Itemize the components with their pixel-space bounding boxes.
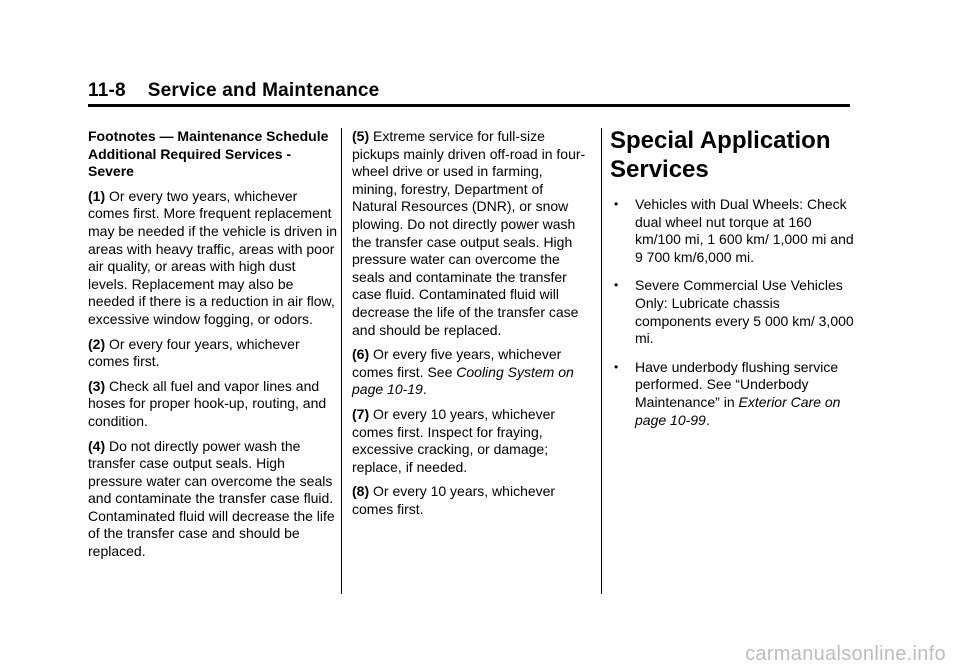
footnote-label: (2) bbox=[88, 335, 106, 352]
footnote-text: Or every five years, whichever comes first. See bbox=[352, 346, 562, 380]
footnote-text: Or every four years, whichever comes first. bbox=[88, 335, 300, 370]
bullet-text: Vehicles with Dual Wheels: Check dual wheel nut torque at 160 km/100 mi, 1 600 km/ 1,000 mi and 9 700 km/6,000 mi. bbox=[635, 196, 854, 265]
footnote-label: (6) bbox=[352, 346, 370, 363]
footnote-8 bbox=[352, 483, 590, 518]
bullet-text: Have underbody flushing service performed. See “Underbody Maintenance” in bbox=[635, 358, 839, 410]
footnote-text: Or every 10 years, whichever comes first. Inspect for fraying, excessive cracking, or damage; replace, if needed. bbox=[352, 405, 556, 475]
bullet-icon: • bbox=[614, 278, 619, 293]
bullet-item bbox=[610, 196, 858, 266]
bullet-icon: • bbox=[614, 359, 619, 374]
bullet-item bbox=[610, 277, 858, 347]
footnote-7 bbox=[352, 406, 590, 476]
bullet-icon: • bbox=[614, 197, 619, 211]
section-title: Service and Maintenance bbox=[147, 80, 380, 101]
footnote-text: Do not directly power wash the transfer case output seals. High pressure water can overcome the seals and contaminate the transfer case fluid. Contaminated fluid will decrease the life of the transfer case and should be replaced. bbox=[88, 437, 335, 560]
footnote-label: (1) bbox=[88, 187, 106, 204]
footnote-label: (5) bbox=[352, 128, 370, 144]
watermark: carmanualsonline.info bbox=[745, 643, 946, 665]
footnote-6 bbox=[352, 346, 590, 399]
footnote-4 bbox=[88, 438, 338, 561]
footnote-1 bbox=[88, 188, 338, 329]
header-rule bbox=[88, 104, 850, 107]
footnote-5 bbox=[352, 128, 590, 339]
footnote-text: Check all fuel and vapor lines and hoses for proper hook-up, routing, and condition. bbox=[88, 377, 327, 429]
cross-reference-link[interactable]: Cooling System on page 10-19 bbox=[352, 363, 574, 398]
footnote-label: (3) bbox=[88, 377, 106, 394]
footnote-end: . bbox=[422, 381, 427, 398]
footnote-text: Or every 10 years, whichever comes first. bbox=[352, 483, 556, 517]
bullet-text: Severe Commercial Use Vehicles Only: Lubricate chassis components every 5 000 km/ 3,000 mi. bbox=[635, 277, 854, 347]
column-1 bbox=[88, 128, 338, 568]
footnote-2 bbox=[88, 336, 338, 371]
footnote-label: (7) bbox=[352, 405, 370, 422]
bullet-item bbox=[610, 359, 858, 429]
page-number: 11-8 bbox=[88, 80, 126, 101]
footnote-label: (8) bbox=[352, 483, 370, 500]
cross-reference-link[interactable]: Exterior Care on page 10-99 bbox=[635, 393, 841, 428]
footnote-3 bbox=[88, 378, 338, 431]
bullet-end: . bbox=[705, 411, 710, 428]
footnote-text: Extreme service for full-size pickups mainly driven off-road in four-wheel drive or used in farming, mining, forestry, Department of Natural Resources (DNR), or snow plowing. Do not directly power wash the transfer case output seals. High pressure water can overcome the seals and contaminate the transfer case fluid. Contaminated fluid will decrease the life of the transfer case and should be replaced. bbox=[352, 128, 586, 338]
column-divider-2 bbox=[601, 128, 602, 594]
column-2 bbox=[352, 128, 590, 525]
footnote-label: (4) bbox=[88, 437, 106, 454]
footnote-text: Or every two years, whichever comes first. More frequent replacement may be needed if the vehicle is driven in areas with heavy traffic, areas with poor air quality, or areas with high dust levels. Replacement may also be needed if there is a reduction in air flow, excessive window fogging, or odors. bbox=[88, 187, 338, 327]
column-3 bbox=[610, 126, 858, 440]
footnotes-subheading: Footnotes — Maintenance Schedule Additional Required Services - Severe bbox=[88, 128, 329, 180]
column-divider-1 bbox=[341, 128, 342, 594]
special-application-heading: Special Application Services bbox=[610, 127, 831, 183]
page-header bbox=[88, 80, 379, 102]
